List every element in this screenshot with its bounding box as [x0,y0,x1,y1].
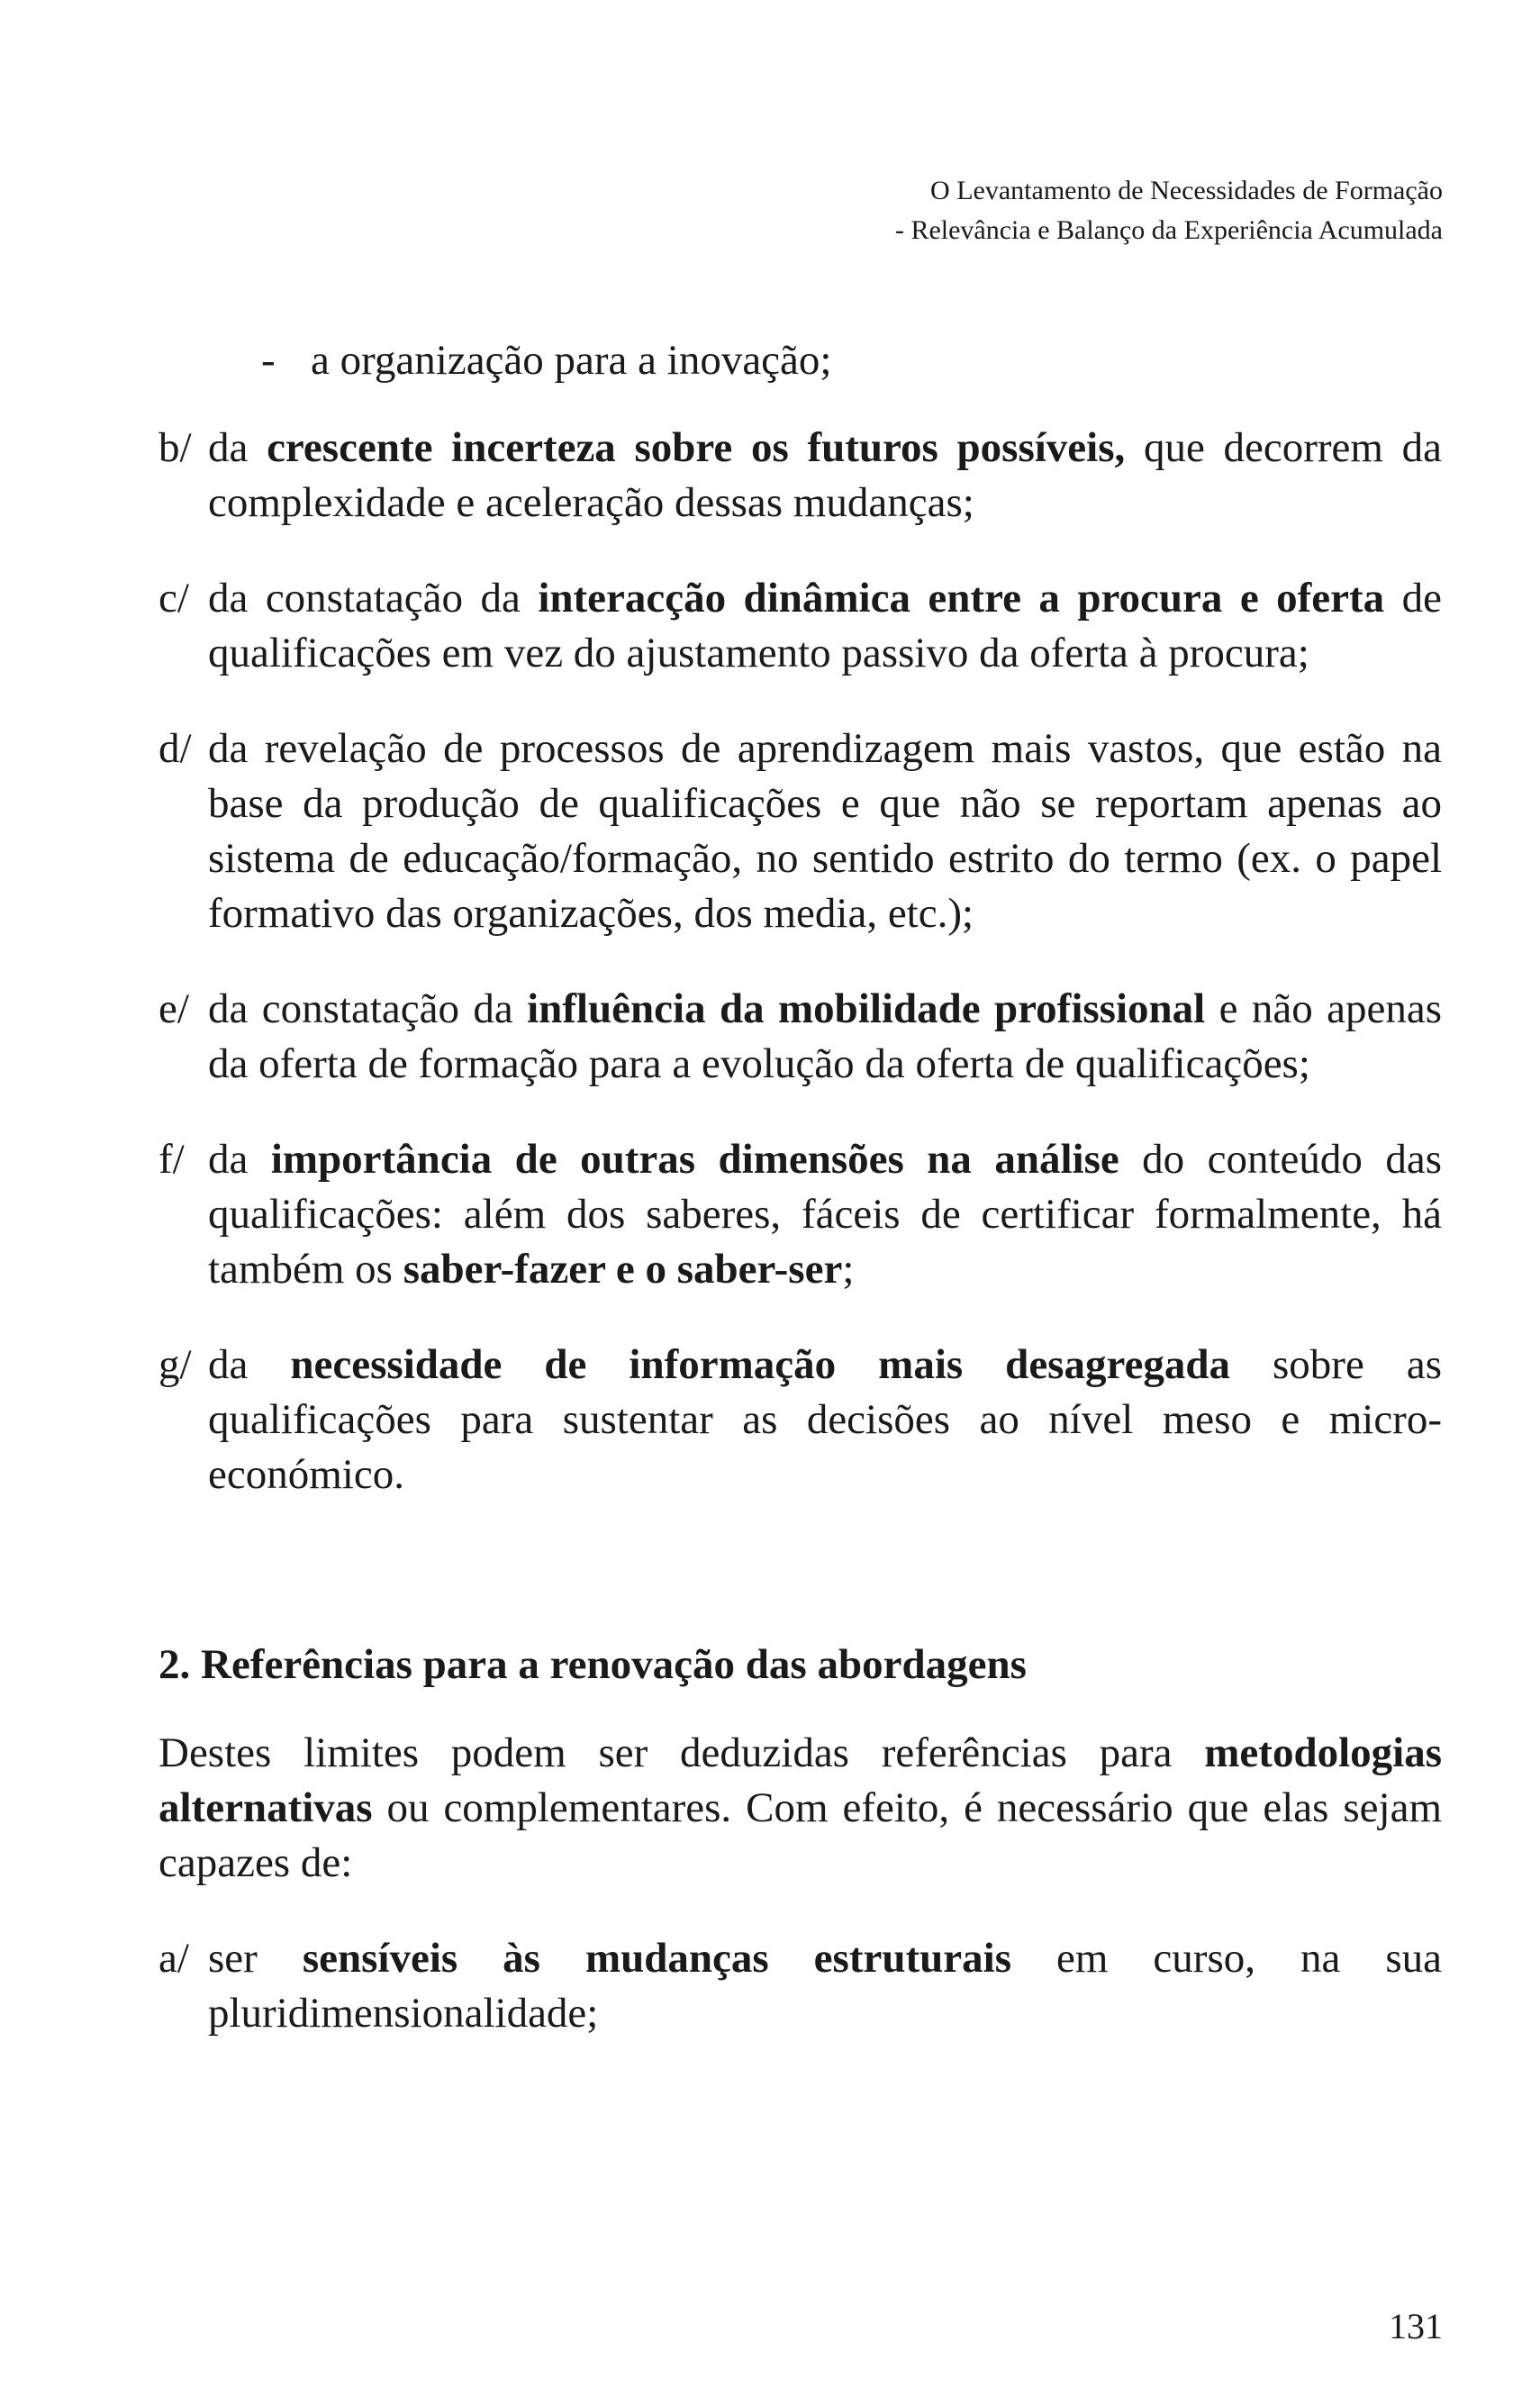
page-number: 131 [1389,2306,1443,2346]
section-title: 2. Referências para a renovação das abordagens [159,1641,1027,1688]
list-marker: e/ [159,985,189,1032]
body-text: e não apenas da oferta de formação para a evolução da oferta de qualificações; [208,985,1442,1087]
list-marker: f/ [159,1136,185,1183]
dash-item-text: a organização para a inovação; [311,337,832,384]
body-text: da constatação da [208,575,539,622]
list-marker: b/ [159,424,192,471]
header-line-1: O Levantamento de Necessidades de Formação [930,176,1443,205]
emphasis-text: saber-fazer e o saber-ser [403,1246,843,1293]
list-item-text [208,982,1442,1092]
list-marker: c/ [159,575,189,622]
page-body [159,333,1442,2041]
dash-list-item [0,333,1442,388]
body-text: Destes limites podem ser deduzidas referências para [159,1729,1205,1776]
section-list [159,1931,1442,2041]
body-text: da constatação da [208,985,528,1032]
body-text: que decorrem da complexidade e aceleração dessas mudanças; [208,424,1442,526]
body-text: da [208,1136,271,1183]
section-intro-paragraph [159,1726,1442,1891]
body-text: ou complementares. Com efeito, é necessário que elas sejam capazes de: [159,1784,1442,1886]
emphasis-text: crescente incerteza sobre os futuros possíveis, [267,424,1126,471]
list-item-text [208,722,1442,941]
list-item-text [208,1132,1442,1297]
body-text: de qualificações em vez do ajustamento passivo da oferta à procura; [208,575,1442,676]
body-text: da [208,424,267,471]
body-text: em curso, na sua pluridimensionalidade; [208,1935,1442,2037]
list-item [159,421,1442,531]
list-item [159,982,1442,1092]
emphasis-text: interacção dinâmica entre a procura e oferta [538,575,1385,622]
list-item-text [208,1338,1442,1502]
list-item-text [208,1931,1442,2041]
body-text: da [208,1341,291,1388]
body-text: ser [208,1935,303,1982]
list-item [159,1338,1442,1502]
header-line-2: - Relevância e Balanço da Experiência Acumulada [894,215,1443,245]
list-marker: g/ [159,1341,192,1388]
emphasis-text: influência da mobilidade profissional [527,985,1206,1032]
emphasis-text: importância de outras dimensões na análise [270,1136,1119,1183]
dash-marker: - [261,337,276,384]
emphasis-text: necessidade de informação mais desagregada [290,1341,1230,1388]
list-item-text [208,571,1442,681]
emphasis-text: metodologias alternativas [159,1729,1442,1831]
list-marker: a/ [159,1935,189,1982]
body-text: sobre as qualificações para sustentar as decisões ao nível meso e micro-económico. [208,1341,1442,1498]
list-item [159,1132,1442,1297]
list-item [159,722,1442,941]
section-2 [159,1638,1442,2041]
body-text: da revelação de processos de aprendizagem mais vastos, que estão na base da produção de qualificações e que não se reportam apenas ao sistema de educação/formação, no sentido estrito do termo (ex. o papel formativo das organizações, dos media, etc.); [208,725,1442,937]
emphasis-text: sensíveis às mudanças estruturais [302,1935,1011,1982]
list-item-text [208,421,1442,531]
list-item [159,1931,1442,2041]
list-item [159,571,1442,681]
running-header [895,171,1443,250]
body-text: ; [842,1246,855,1293]
bullet-list [159,421,1442,1502]
body-text: do conteúdo das qualificações: além dos saberes, fáceis de certificar formalmente, há também os [208,1136,1442,1293]
list-marker: d/ [159,725,192,772]
